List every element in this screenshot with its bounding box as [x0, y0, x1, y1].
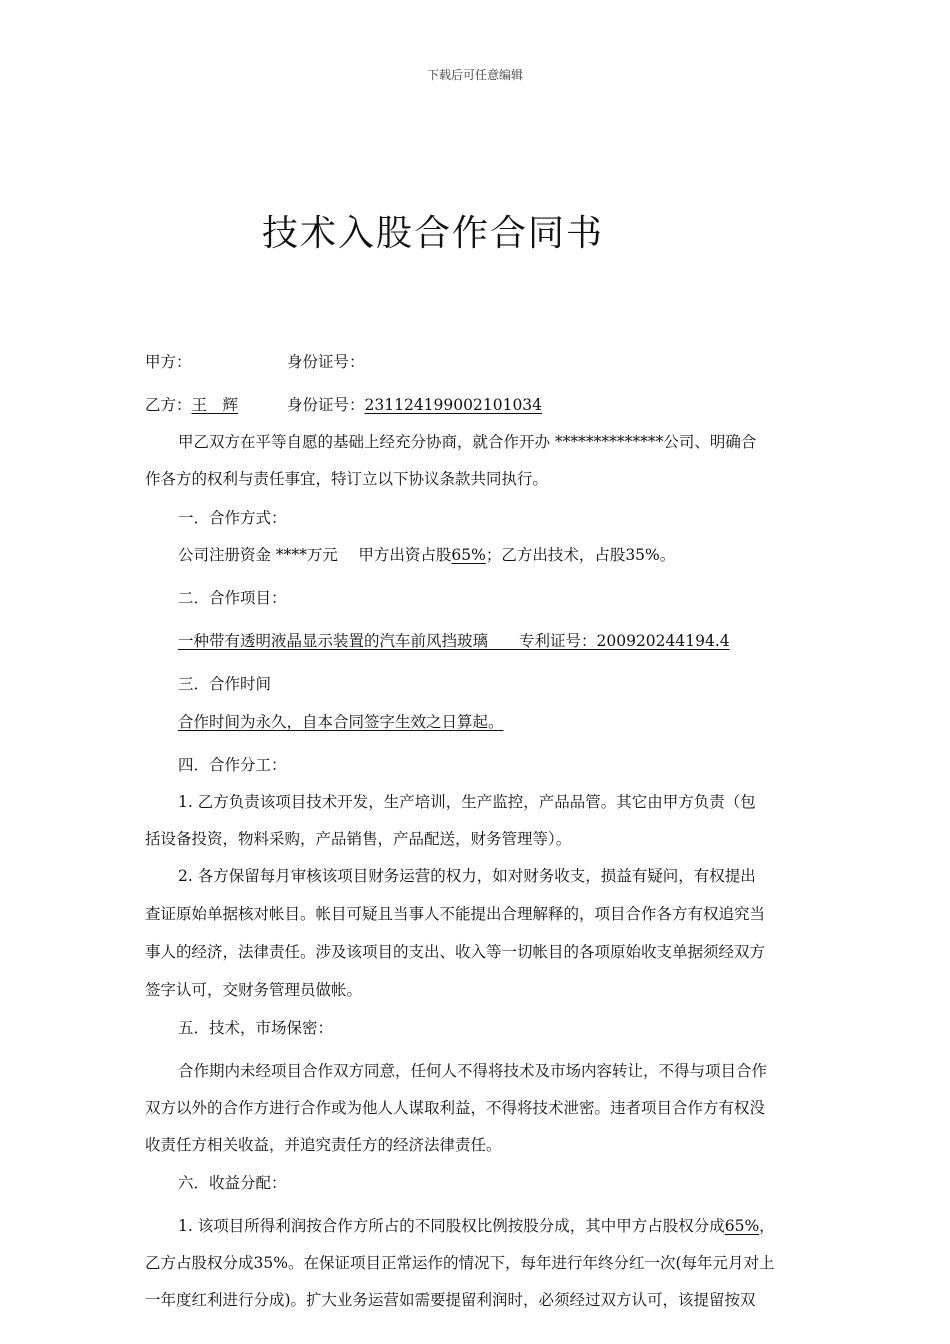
party-b-name: 王 辉: [191, 396, 239, 414]
party-b-id-number: 231124199002101034: [364, 396, 543, 414]
party-a-label: 甲方：: [145, 353, 192, 371]
party-a-id-label: 身份证号：: [287, 353, 365, 371]
section-6-line-3: 一年度红利进行分成)。扩大业务运营如需要提留利润时，必须经过双方认可，该提留按双: [145, 1291, 756, 1309]
section-1-text-a: 公司注册资金 ****万元 甲方出资占股: [178, 546, 452, 564]
section-4-p2-line-2: 查证原始单据核对帐目。帐目可疑且当事人不能提出合理解释的，项目合作各方有权追究当: [145, 905, 766, 923]
section-4-p1-line-1: 1. 乙方负责该项目技术开发，生产培训，生产监控，产品品管。其它由甲方负责（包: [178, 793, 756, 811]
section-1-pct-a: 65%: [451, 546, 486, 564]
section-5-line-3: 收责任方相关收益，并追究责任方的经济法律责任。: [145, 1136, 502, 1154]
section-4-heading: 四．合作分工：: [178, 756, 287, 774]
section-1-text: [178, 545, 675, 565]
document-title: 技术入股合作合同书: [262, 213, 605, 254]
section-6-line-2: 乙方占股权分成35%。在保证项目正常运作的情况下，每年进行年终分红一次(每年元月对上: [145, 1254, 775, 1272]
section-4-p2-line-3: 事人的经济，法律责任。涉及该项目的支出、收入等一切帐目的各项原始收支单据须经双方: [145, 943, 766, 961]
section-6-line-1: [178, 1216, 775, 1236]
section-6-line-1-a: 1. 该项目所得利润按合作方所占的不同股权比例按股分成，其中甲方占股权分成: [178, 1217, 725, 1235]
party-b-id-label: 身份证号：: [287, 396, 365, 414]
intro-line-2: 作各方的权利与责任事宜，特订立以下协议条款共同执行。: [145, 470, 549, 488]
intro-line-1: 甲乙双方在平等自愿的基础上经充分协商，就合作开办 **************公司、明确合: [178, 433, 757, 451]
party-b-row: [145, 395, 252, 415]
section-5-heading: 五．技术，市场保密：: [178, 1019, 334, 1037]
section-6-line-1-b: ，: [759, 1217, 775, 1235]
section-2-heading: 二．合作项目：: [178, 589, 287, 607]
section-4-p1-line-2: 括设备投资，物料采购，产品销售，产品配送，财务管理等）。: [145, 830, 572, 848]
section-5-line-1: 合作期内未经项目合作双方同意，任何人不得将技术及市场内容转让，不得与项目合作: [178, 1062, 768, 1080]
section-2-project: 一种带有透明液晶显示装置的汽车前风挡玻璃 专利证号：200920244194.4: [178, 632, 730, 650]
section-1-text-b: ；乙方出技术，占股35%。: [485, 546, 676, 564]
party-b-label: 乙方：: [145, 396, 192, 414]
section-6-heading: 六．收益分配：: [178, 1174, 287, 1192]
section-1-heading: 一．合作方式：: [178, 509, 287, 527]
section-4-p2-line-1: 2. 各方保留每月审核该项目财务运营的权力，如对财务收支，损益有疑问，有权提出: [178, 867, 756, 885]
section-5-line-2: 双方以外的合作方进行合作或为他人人谋取利益，不得将技术泄密。违者项目合作方有权没: [145, 1099, 766, 1117]
party-b-id-row: [287, 395, 542, 415]
section-3-text: 合作时间为永久，自本合同签字生效之日算起。: [178, 713, 504, 731]
section-4-p2-line-4: 签字认可，交财务管理员做帐。: [145, 981, 363, 999]
section-3-heading: 三．合作时间: [178, 675, 272, 693]
section-6-pct: 65%: [724, 1217, 760, 1235]
header-note: 下载后可任意编辑: [426, 68, 523, 82]
